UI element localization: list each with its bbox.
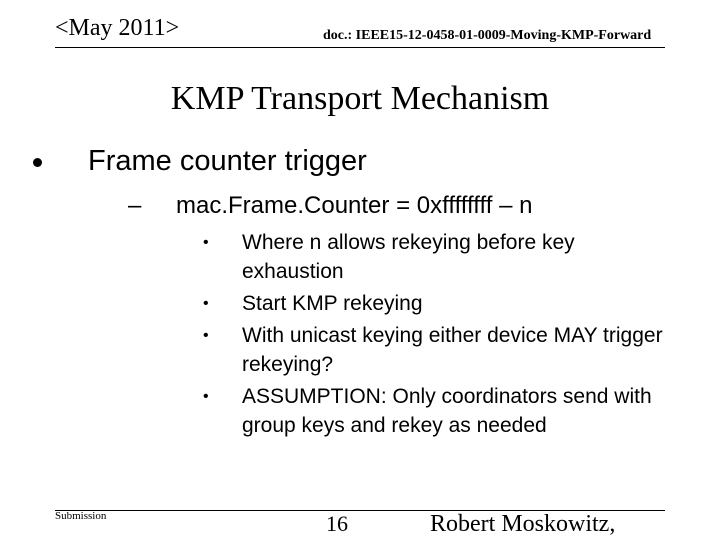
list-item	[200, 321, 670, 379]
level1-bullet-icon	[33, 158, 42, 167]
level1-bullet-text: Frame counter trigger	[88, 145, 367, 177]
list-item-text: With unicast keying either device MAY trigger rekeying?	[242, 324, 663, 376]
bullet-dot-icon: •	[203, 234, 209, 251]
footer-page-number: 16	[326, 511, 348, 536]
list-item	[200, 228, 670, 286]
footer-author: Robert Moskowitz,	[430, 511, 616, 537]
list-item-text: Where n allows rekeying before key exhaustion	[242, 231, 575, 283]
header-date: <May 2011>	[55, 15, 180, 41]
level2-dash-icon: –	[128, 192, 142, 219]
level3-bullet-list	[200, 228, 670, 443]
list-item	[200, 382, 670, 440]
bullet-dot-icon: •	[203, 388, 209, 405]
list-item-text: ASSUMPTION: Only coordinators send with group keys and rekey as needed	[242, 385, 652, 437]
header-divider	[55, 47, 665, 48]
slide-title: KMP Transport Mechanism	[170, 80, 550, 117]
bullet-dot-icon: •	[203, 295, 209, 312]
list-item	[200, 289, 670, 318]
list-item-text: Start KMP rekeying	[242, 292, 423, 315]
bullet-dot-icon: •	[203, 327, 209, 344]
level2-bullet-text: mac.Frame.Counter = 0xffffffff – n	[176, 192, 533, 219]
footer-submission-label: Submission	[55, 510, 107, 522]
header-doc-id: doc.: IEEE15-12-0458-01-0009-Moving-KMP-Forward	[323, 28, 652, 43]
